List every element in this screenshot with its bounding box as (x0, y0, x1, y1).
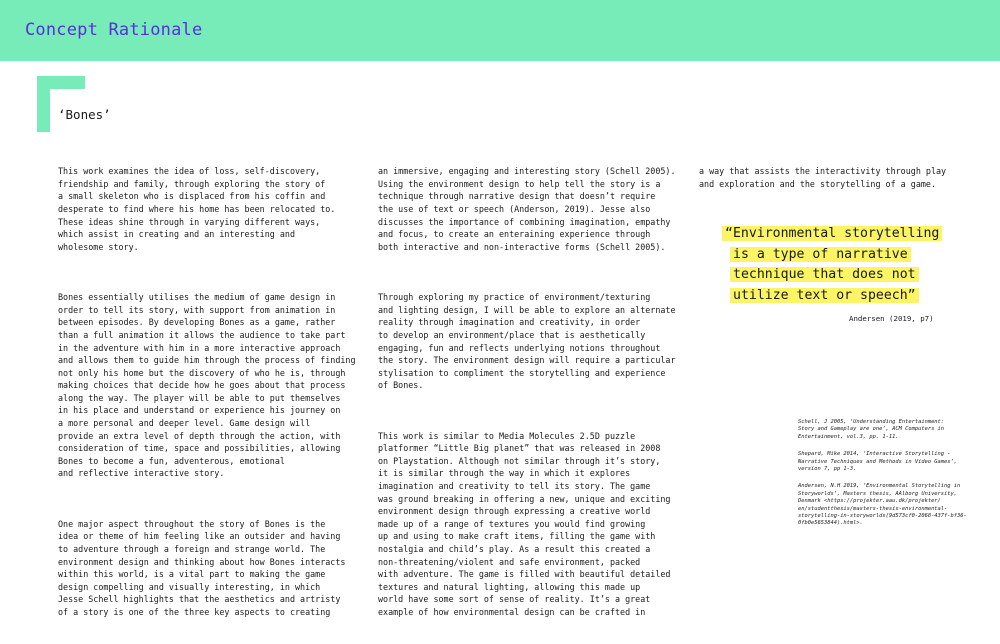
text-column-2 (378, 140, 676, 644)
paragraph: Through exploring my practice of environment/texturing and lighting design, I will be able to explore an alternate reality through imagination and creativity, in order to develop an environment/place that is aesthetically engaging, fun and reflects underlying notions throughout the story. The environment design will require a particular stylisation to compliment the storytelling and experience of Bones. (378, 292, 676, 391)
paragraph: an immersive, engaging and interesting story (Schell 2005). Using the environment design to help tell the story is a technique through narrative design that doesn’t require the use of text or speech (Anderson, 2019). Jesse also discusses the importance of combining imagination, empathy and focus, to create an enteraining experience through both interactive and non-interactive forms (Schell 2005). (378, 166, 676, 252)
accent-bracket-left (37, 76, 50, 132)
quote-line: “Environmental storytelling (722, 224, 942, 245)
reference-item: Andersen, N.H 2019, ‘Environmental Storytelling in Storyworlds’, Masters thesis, AAlborg University, Denmark <https://projekter.aau.dk/projekter/ en/studentthesis/masters-thesis-environmental- storytelling-in-storyworlds(9d573cf0-2068-437f-bf36- 0fb0e5653844).html>. (798, 483, 967, 527)
quote-line: technique that does not (730, 265, 942, 286)
text-column-1 (58, 140, 356, 644)
paragraph: Bones essentially utilises the medium of game design in order to tell its story, with support from animation in between episodes. By developing Bones as a game, rather than a full animation it allows the audience to take part in the adventure with him in a more interactive approach and allows them to guide him through the process of finding not only his home but the discovery of who he is, through making choices that decide how he goes about that process along the way. The player will be able to put themselves in his place and understand or experience his journey on a more personal and deeper level. Game design will provide an extra level of depth through the action, with consideration of time, space and possibilities, allowing Bones to become a fun, adventerous, emotional and reflective interactive story. (58, 292, 356, 479)
quote-line: is a type of narrative (730, 245, 942, 266)
paragraph: One major aspect throughout the story of Bones is the idea or theme of him feeling like an outsider and having to adventure through a foreign and strange world. The environment design and thinking about how Bones interacts within this world, is a vital part to making the game design compelling and visually interesting, in which Jesse Schell highlights that the aesthetics and artristy of a story is one of the three key aspects to creating (58, 518, 346, 617)
paragraph: This work is similar to Media Molecules 2.5D puzzle platformer “Little Big planet” that was released in 2008 on Playstation. Although not similar through it’s story, it is similar through the way in which it explores imagination and creativity to tell its story. The game was ground breaking in offering a new, unique and exciting environment design through expressing a creative world made up of a range of textures you would find growing up and using to make craft items, filling the game with nostalgia and child’s play. As a result this created a non-threatening/violent and safe environment, packed with adventure. The game is filled with beautiful detailed textures and natural lighting, allowing this made up world have some sort of sense of reality. It’s a great example of how environmental design can be crafted in (378, 430, 671, 617)
paragraph: a way that assists the interactivity through play and exploration and the storytelling of a game. (699, 166, 947, 189)
page-title: Concept Rationale (25, 20, 203, 40)
pull-quote (722, 224, 942, 306)
section-subtitle: ‘Bones’ (58, 107, 111, 122)
reference-item: Shepard, Mike 2014, ‘Interactive Storytelling - Narrative Techniques and Methods in Video Games’, version 7, pp 1-3. (798, 451, 958, 473)
references-list (798, 419, 967, 538)
quote-attribution: Andersen (2019, p7) (849, 314, 934, 323)
header-bar (0, 0, 1000, 61)
paragraph: This work examines the idea of loss, self-discovery, friendship and family, through exploring the story of a small skeleton who is displaced from his coffin and desperate to find where his home has been relocated to. These ideas shine through in varying different ways, which assist in creating and an interesting and wholesome story. (58, 166, 336, 252)
quote-line: utilize text or speech” (730, 286, 942, 307)
text-column-3 (699, 140, 946, 216)
reference-item: Schell, J 2005, ‘Understanding Entertainment: Story and Gameplay are one’, ACM Computers in Entertainment, vol.3, pp. 1-11. (798, 419, 945, 440)
